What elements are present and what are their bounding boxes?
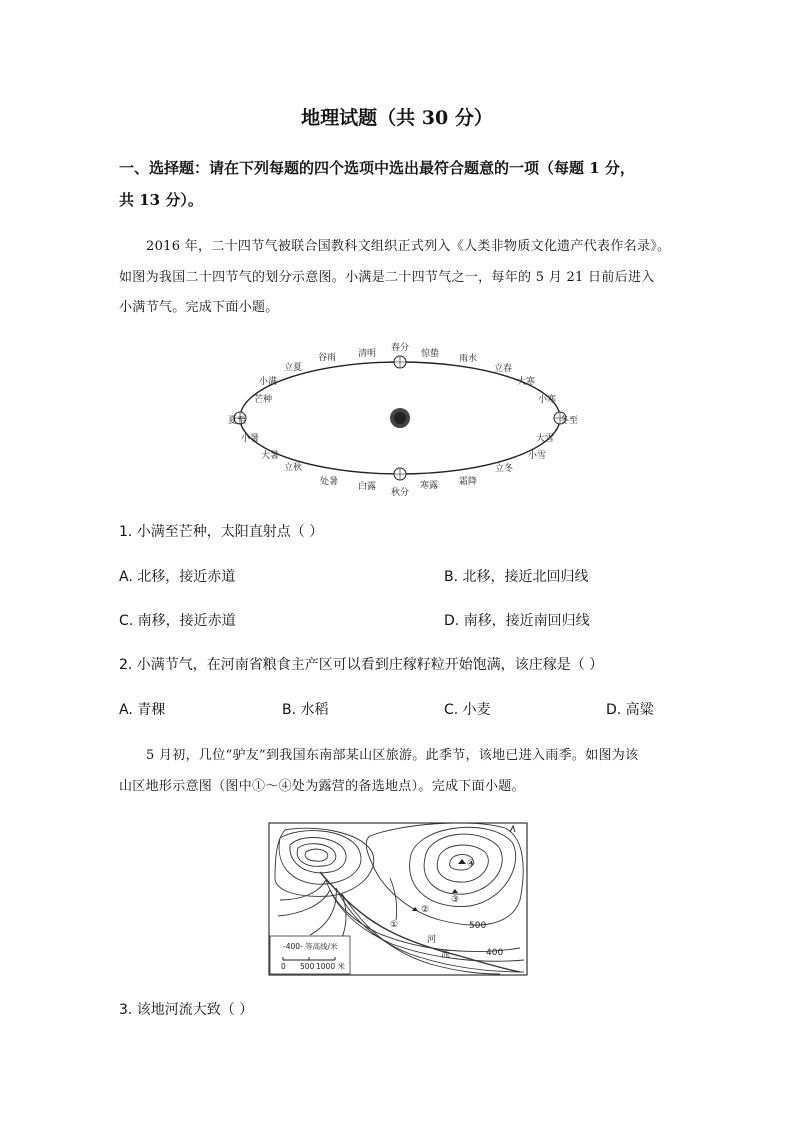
scale-0: 0 [281,962,286,971]
river-label-char2: 流 [441,950,451,960]
term-dahan: 大寒 [517,377,536,387]
section-heading-line2: 共 13 分）。 [119,191,203,209]
question1-option-a[interactable]: A. 北移，接近赤道 [119,569,236,585]
term-chushu: 处暑 [320,477,339,487]
question3-stem: 3. 该地河流大致（ ） [119,1002,254,1018]
contour-label-500: 500 [469,921,487,931]
solar-terms-diagram [222,335,582,505]
question1-stem: 1. 小满至芒种，太阳直射点（ ） [119,524,324,540]
term-chunfen: 春分 [391,343,410,353]
page-title: 地理试题（共 30 分） [301,107,493,129]
question2-stem: 2. 小满节气，在河南省粮食主产区可以看到庄稼籽粒开始饱满，该庄稼是（ ） [119,657,604,673]
term-liqiu: 立秋 [284,463,303,473]
term-dongzhi: 冬至 [560,416,579,426]
term-lixia: 立夏 [284,363,303,373]
section-heading-line1: 一、选择题：请在下列每题的四个选项中选出最符合题意的一项（每题 1 分， [119,159,635,177]
question2-option-c[interactable]: C. 小麦 [444,702,491,718]
passage1-line2: 如图为我国二十四节气的划分示意图。小满是二十四节气之一，每年的 5 月 21 日前后进入 [119,270,655,285]
campsite-3: ③ [451,895,460,905]
campsite-2: ② [421,905,430,915]
scale-1000: 1000 米 [316,962,345,971]
question1-option-b[interactable]: B. 北移，接近北回归线 [444,569,589,585]
term-lichun: 立春 [494,364,513,374]
passage1-line1: 2016 年，二十四节气被联合国教科文组织正式列入《人类非物质文化遗产代表作名录》。 [146,239,671,254]
term-daxue: 大雪 [536,434,555,444]
question1-option-d[interactable]: D. 南移，接近南回归线 [444,613,590,629]
term-lidong: 立冬 [495,464,514,474]
term-yushui: 雨水 [459,354,478,364]
earth-spring-icon [394,356,406,368]
term-mangzhong: 芒种 [254,395,273,405]
contour-map [268,822,528,976]
campsite-1: ① [390,920,399,930]
term-xiazhi: 夏至 [228,416,247,426]
term-qiufen: 秋分 [391,488,410,498]
term-xiaohan: 小寒 [538,395,557,405]
contour-label-400: 400 [486,948,504,958]
term-shuangjiang: 霜降 [459,477,478,487]
passage2-line2: 山区地形示意图（图中①～④处为露营的备选地点）。完成下面小题。 [119,779,525,794]
earth-autumn-icon [394,468,406,480]
term-xiaoxue: 小雪 [528,451,547,461]
term-hanlu: 寒露 [420,481,439,491]
river-label-char1: 河 [427,935,437,945]
question2-option-a[interactable]: A. 青稞 [119,702,166,718]
legend-contour: -400- 等高线/米 [283,942,338,951]
campsite-4: ④ [467,859,476,869]
question2-option-b[interactable]: B. 水稻 [282,702,329,718]
term-bailu: 白露 [358,482,377,492]
term-xiaoshu: 小暑 [241,434,260,444]
term-dashu: 大暑 [261,451,280,461]
passage2-line1: 5 月初，几位“驴友”到我国东南部某山区旅游。此季节，该地已进入雨季。如图为该 [146,748,639,763]
term-guyu: 谷雨 [318,353,337,363]
passage1-line3: 小满节气。完成下面小题。 [119,300,279,315]
term-xiaoman: 小满 [259,377,278,387]
question1-option-c[interactable]: C. 南移，接近赤道 [119,613,236,629]
question2-option-d[interactable]: D. 高粱 [606,702,654,718]
term-jingzhe: 惊蛰 [421,349,440,359]
scale-500: 500 [300,962,315,971]
term-qingming: 清明 [358,349,377,359]
